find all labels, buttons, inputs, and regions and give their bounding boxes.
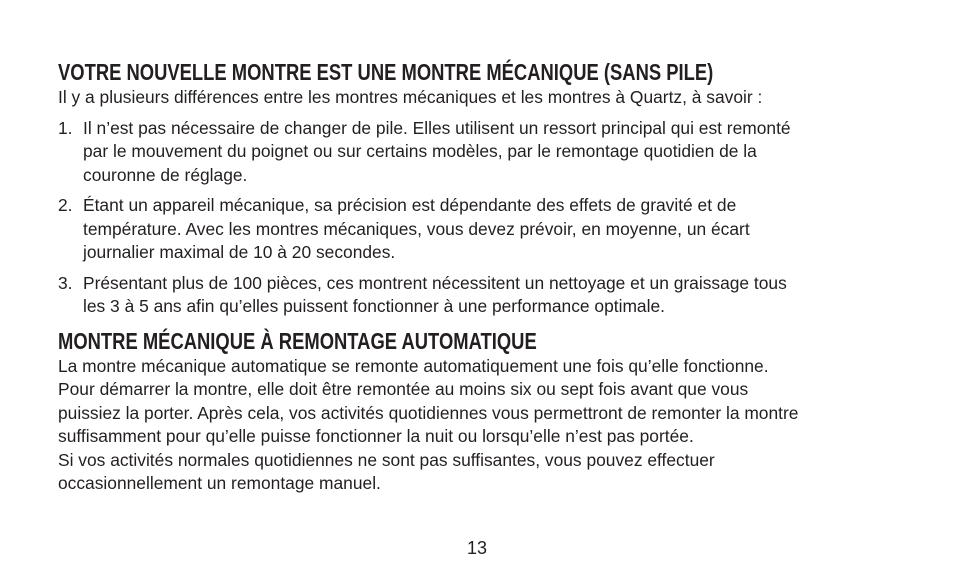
section-title-mechanical-watch: VOTRE NOUVELLE MONTRE EST UNE MONTRE MÉCANIQUE (SANS PILE) [58,59,714,85]
page-number: 13 [466,538,488,558]
section-body [58,355,898,496]
text-line: Étant un appareil mécanique, sa précision est dépendante des effets de gravité et de [83,195,737,215]
list-item [58,117,898,188]
text-line: Présentant plus de 100 pièces, ces montrent nécessitent un nettoyage et un graissage tous [83,272,787,293]
text-line: puissiez la porter. Après cela, vos activités quotidiennes vous permettront de remonter la montre [58,402,799,423]
text-line: journalier maximal de 10 à 20 secondes. [83,242,396,262]
list-item-text [83,272,898,319]
list-item-number: 2. [58,195,73,215]
list-item-number: 3. [58,272,73,293]
list-item [58,272,898,319]
section-title-automatic-winding: MONTRE MÉCANIQUE À REMONTAGE AUTOMATIQUE [58,327,537,354]
automatic-winding-section [58,327,898,496]
text-line: Si vos activités normales quotidiennes ne sont pas suffisantes, vous pouvez effectuer [58,449,715,470]
list-item-text [83,117,898,188]
text-line: par le mouvement du poignet ou sur certains modèles, par le remontage quotidien de la [83,141,757,161]
text-line: Il n’est pas nécessaire de changer de pile. Elles utilisent un ressort principal qui est remonté [83,117,791,138]
list-item [58,194,898,265]
list-item-number: 1. [58,117,73,138]
list-item-text [83,194,898,265]
text-line: les 3 à 5 ans afin qu’elles puissent fonctionner à une performance optimale. [83,296,665,316]
text-line: Pour démarrer la montre, elle doit être remontée au moins six ou sept fois avant que vous [58,379,749,399]
differences-list [58,117,898,319]
text-line: La montre mécanique automatique se remonte automatiquement une fois qu’elle fonctionne. [58,355,769,376]
manual-page [58,58,898,496]
text-line: couronne de réglage. [83,164,248,185]
section-intro: Il y a plusieurs différences entre les montres mécaniques et les montres à Quartz, à savoir : [58,87,763,107]
text-line: occasionnellement un remontage manuel. [58,473,381,493]
text-line: suffisamment pour qu’elle puisse fonctionner la nuit ou lorsqu’elle n’est pas portée. [58,426,694,446]
text-line: température. Avec les montres mécaniques, vous devez prévoir, en moyenne, un écart [83,218,750,239]
